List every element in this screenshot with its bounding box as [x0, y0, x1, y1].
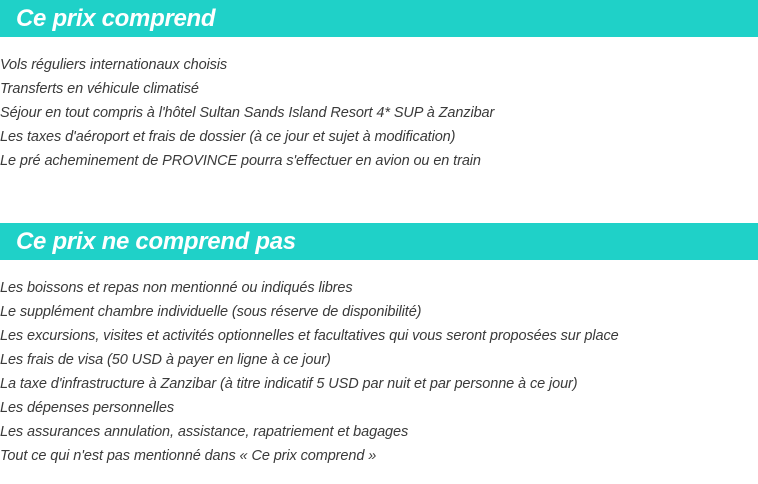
list-item: Vols réguliers internationaux choisis — [0, 57, 228, 73]
list-item: Les excursions, visites et activités optionnelles et facultatives qui vous seront proposées sur place — [0, 328, 619, 344]
excluded-section-header — [0, 223, 758, 260]
list-item: Les boissons et repas non mentionné ou indiqués libres — [0, 280, 353, 296]
included-section-header — [0, 0, 758, 37]
included-section-title: Ce prix comprend — [16, 4, 216, 32]
list-item: Le pré acheminement de PROVINCE pourra s'effectuer en avion ou en train — [0, 153, 481, 169]
list-item: Le supplément chambre individuelle (sous réserve de disponibilité) — [0, 304, 422, 320]
list-item: Tout ce qui n'est pas mentionné dans « Ce prix comprend » — [0, 448, 377, 464]
list-item: Transferts en véhicule climatisé — [0, 81, 199, 97]
list-item: La taxe d'infrastructure à Zanzibar (à titre indicatif 5 USD par nuit et par personne à ce jour) — [0, 376, 578, 392]
list-item: Les frais de visa (50 USD à payer en ligne à ce jour) — [0, 352, 331, 368]
excluded-section-title: Ce prix ne comprend pas — [16, 227, 296, 255]
excluded-items-list — [0, 276, 619, 468]
list-item: Les dépenses personnelles — [0, 400, 175, 416]
included-items-list — [0, 53, 494, 173]
list-item: Séjour en tout compris à l'hôtel Sultan Sands Island Resort 4* SUP à Zanzibar — [0, 105, 495, 121]
list-item: Les taxes d'aéroport et frais de dossier (à ce jour et sujet à modification) — [0, 129, 456, 145]
list-item: Les assurances annulation, assistance, rapatriement et bagages — [0, 424, 409, 440]
